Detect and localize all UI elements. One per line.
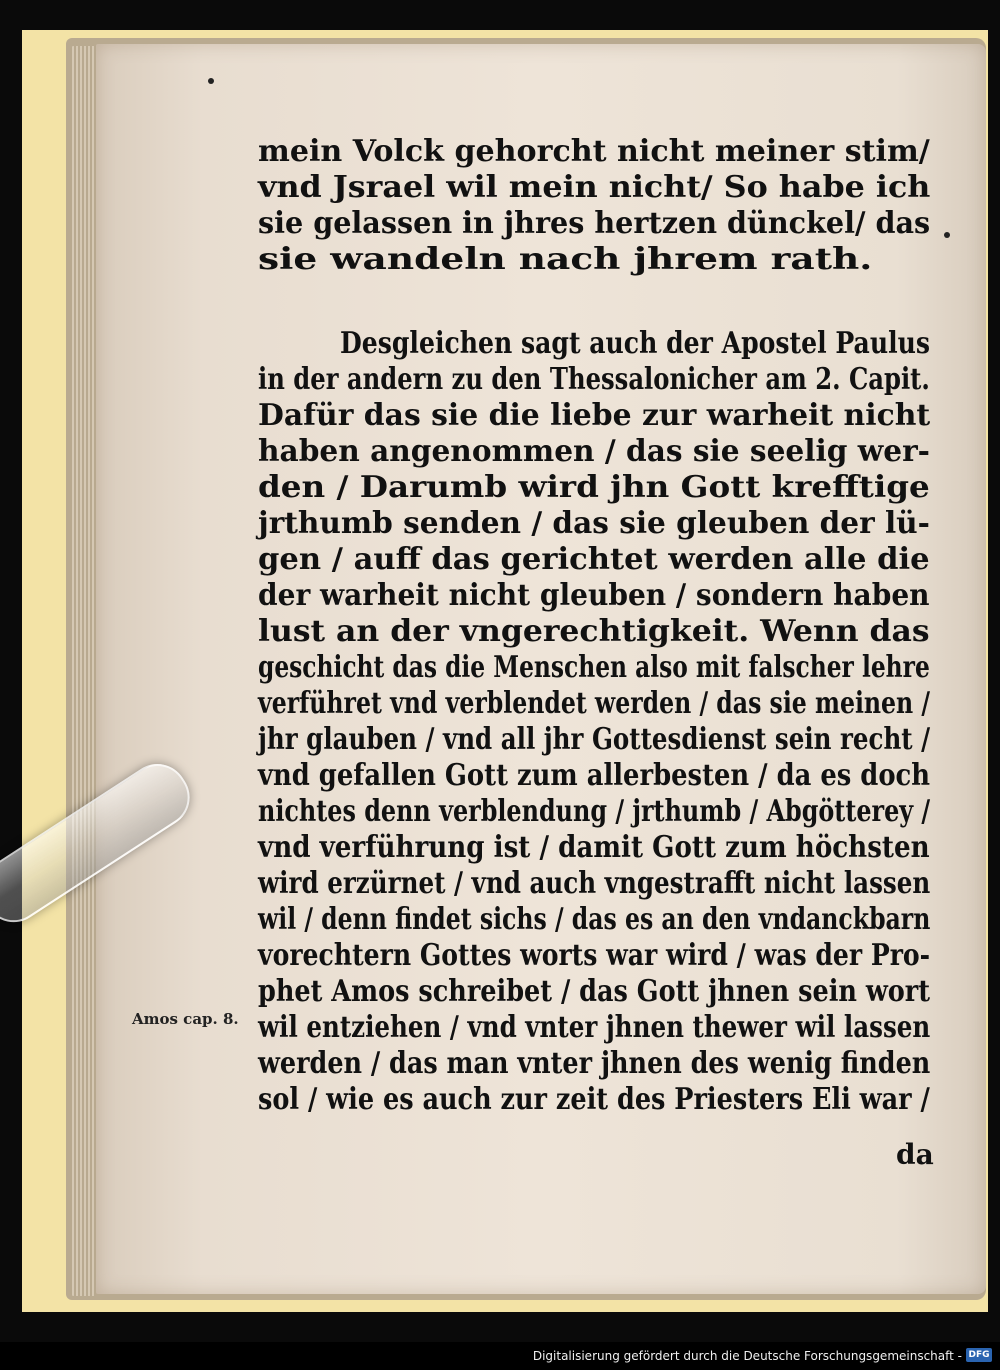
text-line: sie wandeln nach jhrem rath.: [258, 242, 873, 277]
text-line: wil / denn findet sichs / das es an den vndanckbarn: [258, 902, 931, 937]
text-line: wird erzürnet / vnd auch vngestrafft nicht lassen: [258, 866, 931, 901]
text-line: Desgleichen sagt auch der Apostel Paulus: [340, 326, 930, 361]
text-line: geschicht das die Menschen also mit falscher lehre: [258, 650, 930, 685]
footer-bar: [0, 1342, 1000, 1370]
text-line: den / Darumb wird jhn Gott krefftige: [258, 470, 930, 505]
text-line: nichtes denn verblendung / jrthumb / Abgötterey /: [258, 794, 931, 829]
text-line: gen / auff das gerichtet werden alle die: [258, 542, 930, 577]
ink-speck: [944, 232, 950, 238]
text-line: sol / wie es auch zur zeit des Priesters Eli war /: [258, 1082, 930, 1117]
text-line: wil entziehen / vnd vnter jhnen thewer wil lassen: [258, 1010, 931, 1045]
text-line: vnd Jsrael wil mein nicht/ So habe ich: [258, 170, 931, 205]
text-line: der warheit nicht gleuben / sondern haben: [258, 578, 930, 613]
text-line: in der andern zu den Thessalonicher am 2. Capit.: [258, 362, 930, 397]
text-line: lust an der vngerechtigkeit. Wenn das: [258, 614, 930, 649]
text-line: Dafür das sie die liebe zur warheit nicht: [258, 398, 931, 433]
text-line: vnd verführung ist / damit Gott zum höchsten: [258, 830, 930, 865]
text-line: phet Amos schreibet / das Gott jhnen sein wort: [258, 974, 931, 1009]
text-line: jrthumb senden / das sie gleuben der lü-: [258, 506, 930, 541]
catchword: da: [896, 1138, 934, 1171]
text-line: haben angenommen / das sie seelig wer-: [258, 434, 930, 469]
text-line: sie gelassen in jhres hertzen dünckel/ das: [258, 206, 931, 241]
text-line: verführet vnd verblendet werden / das sie meinen /: [258, 686, 931, 721]
text-line: mein Volck gehorcht nicht meiner stim/: [258, 134, 930, 169]
text-line: werden / das man vnter jhnen des wenig finden: [258, 1046, 931, 1081]
margin-note: Amos cap. 8.: [132, 1010, 239, 1028]
text-line: vnd gefallen Gott zum allerbesten / da es doch: [258, 758, 931, 793]
ink-speck: [208, 78, 214, 84]
text-line: vorechtern Gottes worts war wird / was der Pro-: [258, 938, 931, 973]
dfg-logo: DFG: [966, 1348, 992, 1362]
funding-credit: Digitalisierung gefördert durch die Deutsche Forschungsgemeinschaft -: [532, 1349, 962, 1363]
text-line: jhr glauben / vnd all jhr Gottesdienst sein recht /: [258, 722, 931, 757]
page-stack-edge: [70, 46, 96, 1296]
